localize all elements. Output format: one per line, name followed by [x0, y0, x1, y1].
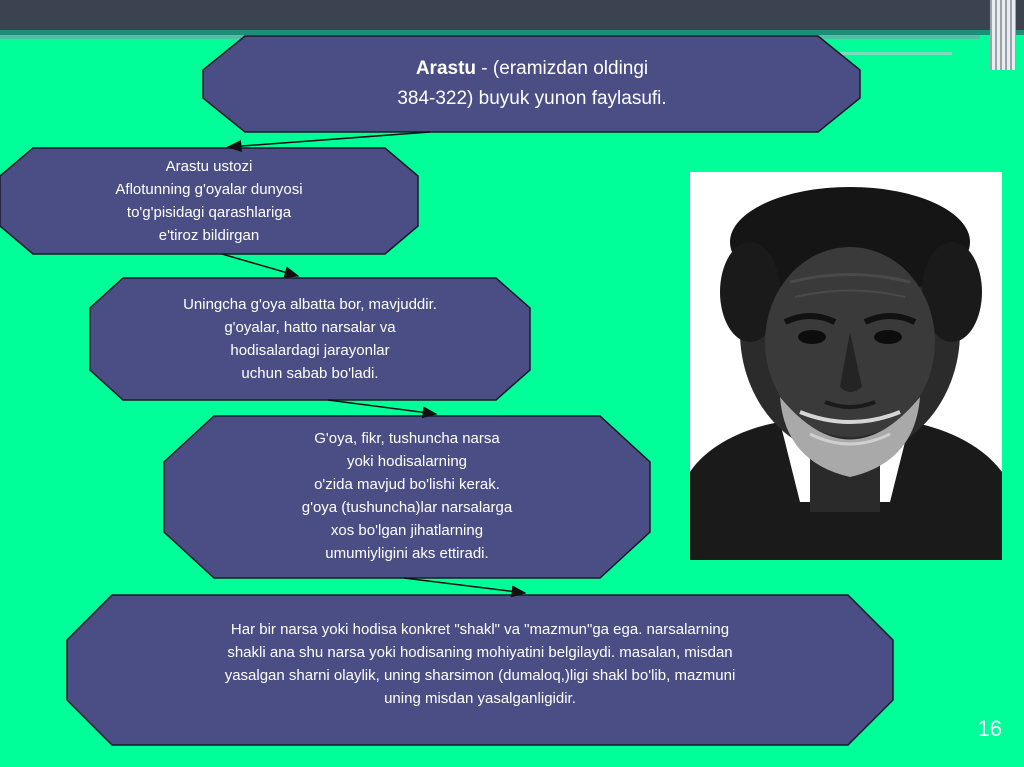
page-number: 16	[977, 716, 1002, 741]
title-name: Arastu	[415, 58, 477, 79]
arrow-box1-to-box2	[222, 254, 298, 276]
box-4-text	[67, 618, 893, 710]
box-2-line: uchun sabab bo'ladi.	[241, 365, 379, 382]
box-4-line: shakli ana shu narsa yoki hodisaning mohiyatini belgilaydi. masalan, misdan	[227, 644, 733, 661]
box-1-text	[0, 155, 418, 247]
box-3-text	[164, 427, 650, 565]
box-2-line: Uningcha g'oya albatta bor, mavjuddir.	[183, 296, 437, 313]
box-2-text	[90, 293, 530, 385]
title-line2: 384-322) buyuk yunon faylasufi.	[397, 88, 667, 109]
arrow-box2-to-box3	[328, 400, 436, 414]
box-1-line: Aflotunning g'oyalar dunyosi	[115, 181, 303, 198]
arrow-box3-to-box4	[404, 578, 525, 593]
box-3-line: yoki hodisalarning	[346, 453, 468, 470]
box-3-line: umumiyligini aks ettiradi.	[325, 545, 489, 562]
box-3-line: xos bo'lgan jihatlarning	[330, 522, 484, 539]
aristotle-bust-image	[690, 172, 1002, 560]
box-4-line: yasalgan sharni olaylik, uning sharsimon (dumaloq,)ligi shakl bo'lib, mazmuni	[224, 667, 736, 684]
title-box-text	[215, 54, 849, 114]
box-4-line: uning misdan yasalganligidir.	[384, 690, 576, 707]
box-1-line: e'tiroz bildirgan	[158, 227, 260, 244]
box-3-line: o'zida mavjud bo'lishi kerak.	[314, 476, 500, 493]
box-2-line: g'oyalar, hatto narsalar va	[224, 319, 396, 336]
box-3-line: G'oya, fikr, tushuncha narsa	[314, 430, 500, 447]
arrow-title-to-box1	[228, 132, 430, 147]
box-4-line: Har bir narsa yoki hodisa konkret "shakl" va "mazmun"ga ega. narsalarning	[230, 621, 730, 638]
box-1-line: Arastu ustozi	[165, 158, 253, 175]
box-2-line: hodisalardagi jarayonlar	[230, 342, 390, 359]
box-3-line: g'oya (tushuncha)lar narsalarga	[301, 499, 513, 516]
title-line1-rest: - (eramizdan oldingi	[476, 58, 649, 79]
box-1-line: to'g'pisidagi qarashlariga	[126, 204, 292, 221]
